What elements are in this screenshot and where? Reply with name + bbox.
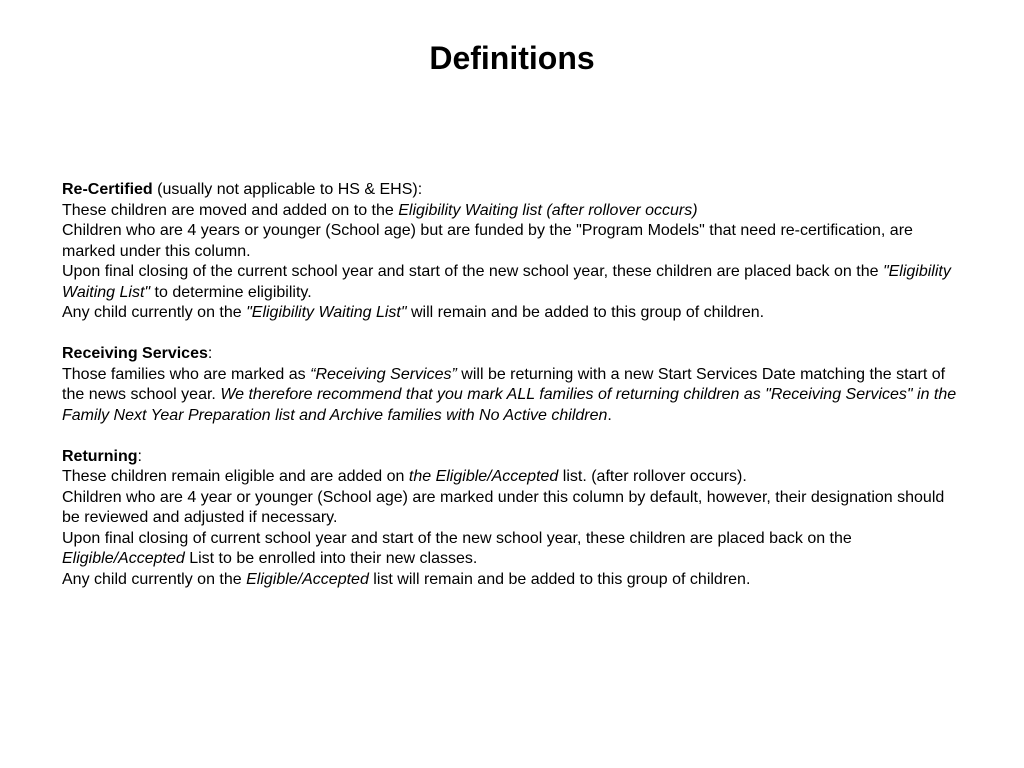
recertified-line-4-text: Any child currently on the [62,304,247,321]
returning-line-3 [62,529,962,570]
recertified-line-3 [62,262,962,303]
definitions-body [62,180,962,590]
returning-line-2: Children who are 4 year or younger (School age) are marked under this column by default, however, their designation should be reviewed and adjusted if necessary. [62,488,945,526]
receiving-text-end: . [607,406,612,424]
page-title: Definitions [429,40,595,76]
receiving-text-1: Those families who are marked as [62,365,311,383]
section-spacer [62,324,962,345]
recertified-line-1-text: These children are moved and added on to the [62,201,399,219]
returning-line-1 [62,467,962,488]
recertified-line-3-text: Upon final closing of the current school year and start of the new school year, these children are placed back on the [62,263,883,280]
receiving-paragraph [62,365,962,427]
recertified-line-3-end: to determine eligibility. [150,283,312,301]
receiving-heading-line [62,344,962,365]
section-returning [62,447,962,591]
returning-heading-colon: : [137,447,142,465]
recertified-line-4-end: will remain and be added to this group of children. [406,304,765,321]
recertified-line-4-emphasis: "Eligibility Waiting List" [246,304,407,321]
section-recertified [62,180,962,324]
returning-line-1-end: list. (after rollover occurs). [558,468,747,485]
receiving-heading-colon: : [207,345,213,362]
recertified-line-4 [62,303,962,324]
returning-line-1-text: These children remain eligible and are added on [62,468,409,485]
receiving-emphasis-2: We therefore recommend that you mark ALL families of returning children as "Receiving Services" in the Family Next Year Preparation list and Archive families with No Active children [62,386,957,424]
recertified-line-2: Children who are 4 years or younger (School age) but are funded by the "Program Models" that need re-certification, are marked under this column. [62,222,913,260]
returning-line-3-text: Upon final closing of current school year and start of the new school year, these children are placed back on the [62,529,852,547]
receiving-heading: Receiving Services [62,345,208,362]
returning-line-3-end: List to be enrolled into their new classes. [184,550,478,567]
returning-line-4-emphasis: Eligible/Accepted [246,570,369,588]
returning-line-4 [62,570,962,591]
recertified-heading-line [62,180,962,201]
receiving-emphasis-1: “Receiving Services” [310,365,457,383]
section-spacer [62,426,962,447]
returning-line-4-text: Any child currently on the [62,570,247,588]
receiving-text-2: will be returning with a new Start Services Date matching the start of the news school year. [62,365,946,403]
returning-heading: Returning [62,447,138,465]
returning-heading-line [62,447,962,468]
section-receiving-services [62,344,962,426]
recertified-line-1 [62,201,962,222]
recertified-line-3-emphasis: "Eligibility Waiting List" [62,263,951,301]
returning-line-1-emphasis: the Eligible/Accepted [408,468,559,485]
recertified-line-1-emphasis: Eligibility Waiting list (after rollover occurs) [398,201,698,219]
recertified-heading-note: (usually not applicable to HS & EHS): [152,181,423,198]
recertified-heading: Re-Certified [62,181,153,198]
returning-line-4-end: list will remain and be added to this group of children. [368,570,751,588]
returning-line-3-emphasis: Eligible/Accepted [62,550,185,567]
